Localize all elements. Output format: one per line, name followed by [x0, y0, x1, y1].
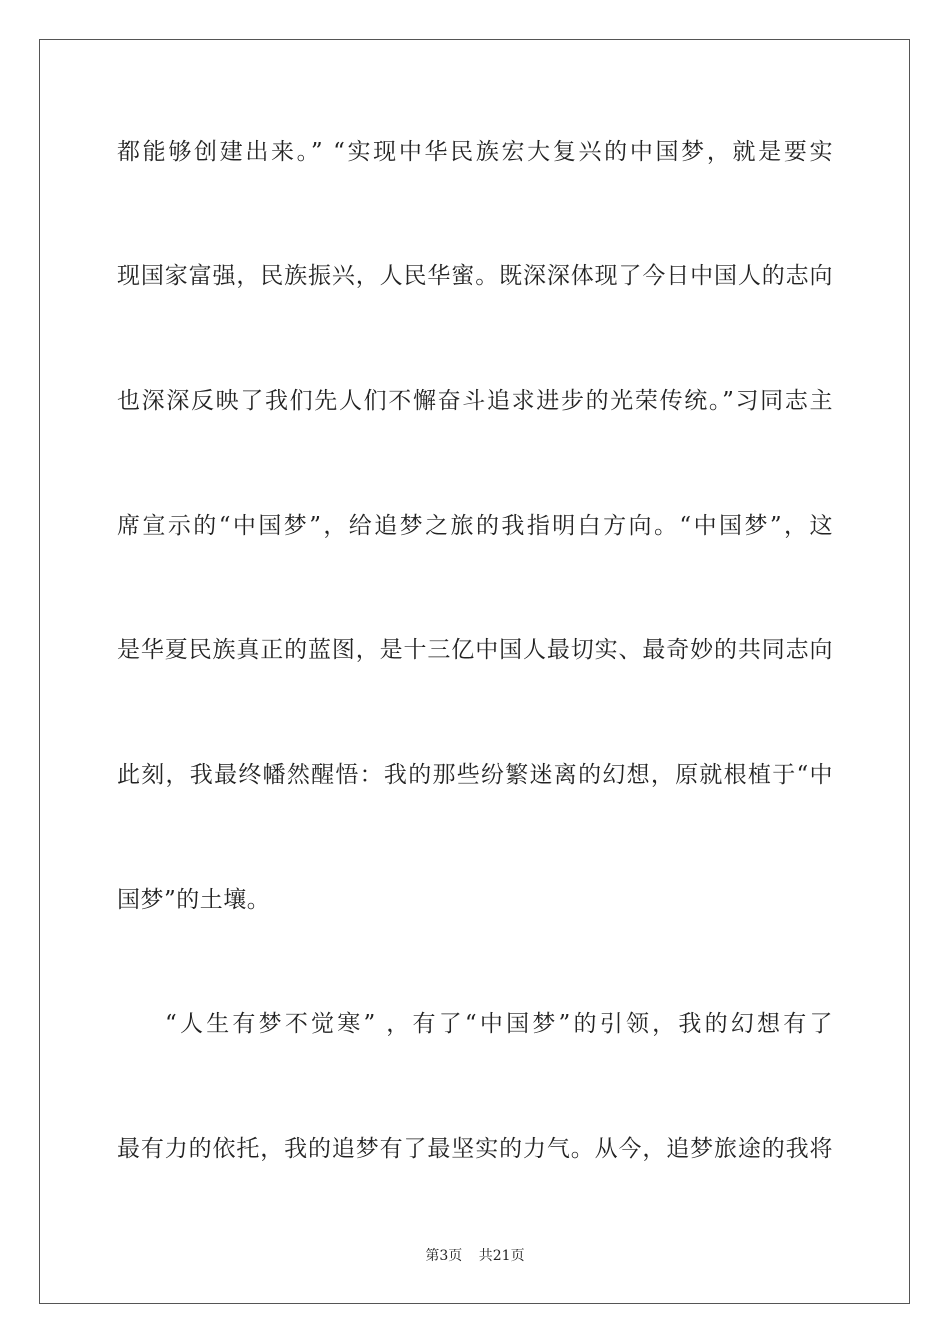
body-text-line: 现国家富强，民族振兴，人民华蜜。既深深体现了今日中国人的志向 — [117, 263, 833, 289]
body-text-line: 席宣示的“中国梦”，给追梦之旅的我指明白方向。“中国梦”，这 — [117, 513, 833, 539]
paragraph-first-line: “人生有梦不觉寒” ，有了“中国梦”的引领，我的幻想有了 — [165, 1011, 833, 1037]
body-text-line: 是华夏民族真正的蓝图，是十三亿中国人最切实、最奇妙的共同志向 — [117, 637, 833, 663]
page-total: 共21页 — [478, 1248, 525, 1264]
body-text-line: 最有力的依托，我的追梦有了最坚实的力气。从今，追梦旅途的我将 — [117, 1136, 833, 1162]
body-text-line: 此刻，我最终幡然醒悟：我的那些纷繁迷离的幻想，原就根植于“中 — [117, 762, 833, 788]
body-text-line: 也深深反映了我们先人们不懈奋斗追求进步的光荣传统。”习同志主 — [117, 388, 833, 414]
body-text-line: 国梦”的土壤。 — [117, 887, 271, 913]
page-footer — [0, 1245, 950, 1265]
body-text-line: 都能够创建出来。” “实现中华民族宏大复兴的中国梦，就是要实 — [117, 139, 833, 165]
page-frame — [39, 39, 910, 1304]
page-number: 第3页 — [425, 1248, 463, 1264]
